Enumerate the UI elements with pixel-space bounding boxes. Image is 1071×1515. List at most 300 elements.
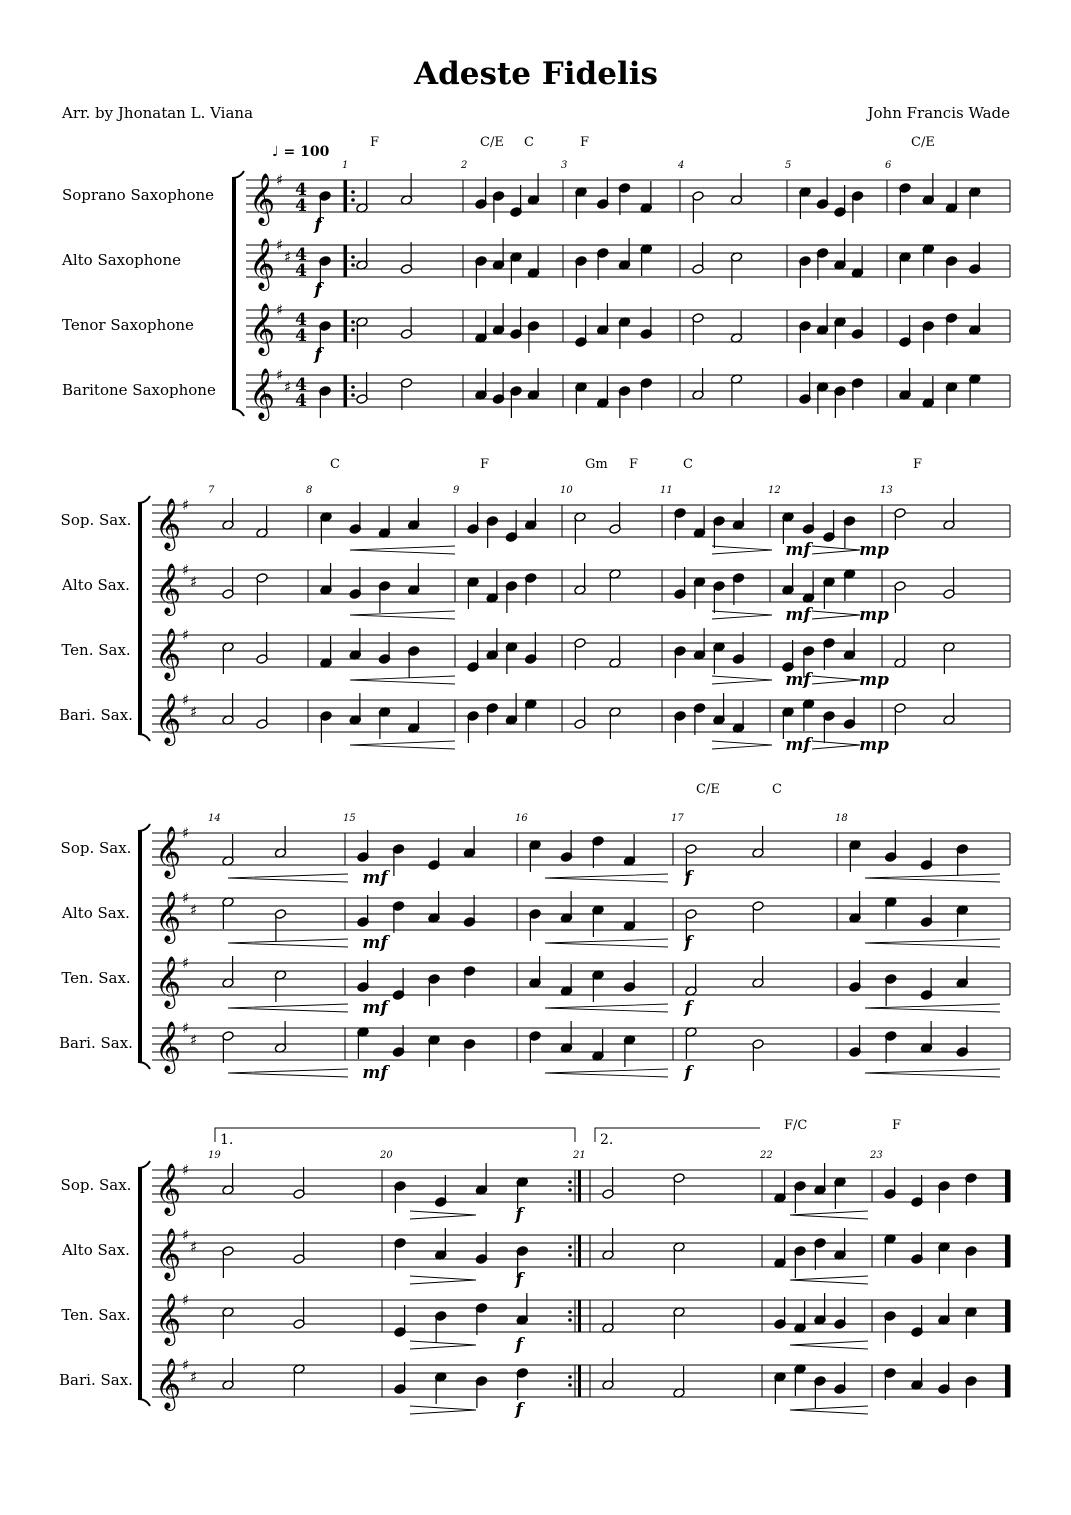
note <box>774 1297 786 1329</box>
crescendo-hairpin <box>350 611 455 619</box>
note <box>475 1232 487 1264</box>
dynamic-marking: f <box>515 1270 523 1290</box>
note <box>592 1029 604 1061</box>
key-sharp: ♯ <box>182 1226 190 1244</box>
key-sharp: ♯ <box>190 573 198 591</box>
note <box>814 1293 826 1325</box>
note <box>392 844 404 876</box>
measure-number: 23 <box>870 1150 883 1161</box>
key-sharp: ♯ <box>276 301 284 319</box>
chord-symbol: C/E <box>696 782 720 797</box>
note <box>463 1039 475 1071</box>
decrescendo-hairpin <box>410 1341 476 1349</box>
decrescendo-hairpin <box>410 1211 476 1219</box>
crescendo-hairpin <box>545 1004 668 1012</box>
chord-symbol: C <box>683 457 693 472</box>
note <box>693 628 705 660</box>
dynamic-marking: f <box>515 1400 523 1420</box>
note <box>623 960 635 992</box>
note <box>674 711 686 743</box>
measure-number: 12 <box>768 485 781 496</box>
chord-symbol: C/E <box>480 135 504 150</box>
note <box>752 826 764 858</box>
note <box>602 1301 614 1333</box>
note <box>356 238 368 270</box>
note <box>618 317 630 349</box>
note <box>834 185 846 217</box>
key-sharp: ♯ <box>182 1291 190 1309</box>
note <box>849 840 861 872</box>
crescendo-hairpin <box>545 939 668 947</box>
note <box>969 374 981 406</box>
time-signature-top: 4 <box>295 245 307 265</box>
note <box>816 248 828 280</box>
note <box>823 711 835 743</box>
chord-symbol: Gm <box>585 457 608 472</box>
measure-number: 17 <box>671 813 684 824</box>
note <box>685 1027 697 1059</box>
note <box>774 1171 786 1203</box>
note <box>222 1031 234 1063</box>
volta-number: 1. <box>220 1132 234 1148</box>
staff <box>61 889 1010 944</box>
note <box>911 1175 923 1207</box>
dynamic-marking: mp <box>859 735 889 755</box>
volta-bracket <box>595 1128 760 1142</box>
note <box>692 242 704 274</box>
note <box>592 905 604 937</box>
note <box>602 1358 614 1390</box>
note <box>884 1167 896 1199</box>
note <box>693 577 705 609</box>
note <box>794 1246 806 1278</box>
note <box>799 187 811 219</box>
note <box>732 701 744 733</box>
note <box>969 187 981 219</box>
note <box>592 970 604 1002</box>
instrument-label: Bari. Sax. <box>59 1034 133 1052</box>
instrument-label: Sop. Sax. <box>60 839 132 857</box>
repeat-dot <box>568 1375 572 1379</box>
note <box>911 1305 923 1337</box>
note <box>378 707 390 739</box>
dynamic-marking: mf <box>785 605 811 625</box>
note <box>752 956 764 988</box>
note <box>222 897 234 929</box>
note <box>816 382 828 414</box>
treble-clef: 𝄞 <box>249 173 276 224</box>
note <box>529 840 541 872</box>
note <box>527 173 539 205</box>
note <box>320 711 332 743</box>
note <box>799 256 811 288</box>
staff <box>61 954 1010 1009</box>
note <box>609 569 621 601</box>
note <box>394 1305 406 1337</box>
note <box>956 1025 968 1057</box>
repeat-bar <box>344 310 347 342</box>
note <box>435 1311 447 1343</box>
note <box>834 1362 846 1394</box>
note <box>222 956 234 988</box>
note <box>475 256 487 288</box>
note <box>843 628 855 660</box>
repeat-dot <box>351 385 355 389</box>
note <box>560 1021 572 1053</box>
crescendo-hairpin <box>350 741 455 749</box>
note <box>884 1234 896 1266</box>
key-sharp: ♯ <box>190 1031 198 1049</box>
crescendo-hairpin <box>790 1341 868 1349</box>
final-bar <box>1005 1235 1010 1267</box>
note <box>899 368 911 400</box>
chord-symbol: F <box>370 135 380 150</box>
score-title: Adeste Fidelis <box>414 56 658 92</box>
measure-number: 15 <box>343 813 356 824</box>
repeat-dot <box>351 190 355 194</box>
measure-number: 10 <box>560 485 573 496</box>
note <box>492 191 504 223</box>
note <box>378 506 390 538</box>
note <box>965 1173 977 1205</box>
dynamic-marking: f <box>515 1205 523 1225</box>
note <box>885 830 897 862</box>
staff <box>59 1356 1010 1411</box>
note <box>618 386 630 418</box>
note <box>920 838 932 870</box>
note <box>713 642 725 674</box>
note <box>802 571 814 603</box>
measure-number: 19 <box>208 1150 221 1161</box>
treble-clef: 𝄞 <box>155 1163 182 1214</box>
note <box>834 386 846 418</box>
note <box>602 1228 614 1260</box>
note <box>685 964 697 996</box>
note <box>922 173 934 205</box>
note <box>492 372 504 404</box>
note <box>274 1021 286 1053</box>
note <box>799 372 811 404</box>
dynamic-marking: mf <box>362 868 388 888</box>
note <box>692 368 704 400</box>
note <box>320 563 332 595</box>
measure-number: 2 <box>461 160 468 171</box>
dynamic-marking: f <box>684 933 692 953</box>
note <box>843 569 855 601</box>
composer-credit: John Francis Wade <box>867 104 1010 122</box>
note <box>222 834 234 866</box>
key-sharp: ♯ <box>284 248 292 266</box>
time-signature-top: 4 <box>295 180 307 200</box>
dynamic-marking: f <box>314 215 322 235</box>
crescendo-hairpin <box>865 874 1000 882</box>
note <box>575 256 587 288</box>
note <box>849 1025 861 1057</box>
repeat-end-bar <box>578 1170 581 1202</box>
treble-clef: 𝄞 <box>155 826 182 877</box>
dynamic-marking: mf <box>785 670 811 690</box>
note <box>640 244 652 276</box>
note <box>274 909 286 941</box>
note <box>943 498 955 530</box>
time-signature-top: 4 <box>295 310 307 330</box>
note <box>943 693 955 725</box>
treble-clef: 𝄞 <box>155 693 182 744</box>
decrescendo-hairpin <box>410 1276 476 1284</box>
dynamic-marking: mf <box>362 933 388 953</box>
note <box>730 311 742 343</box>
note <box>640 181 652 213</box>
note <box>938 1293 950 1325</box>
note <box>356 372 368 404</box>
system-1 <box>61 135 1010 421</box>
note <box>730 374 742 406</box>
note <box>475 1303 487 1335</box>
note <box>349 567 361 599</box>
treble-clef: 𝄞 <box>249 303 276 354</box>
note <box>674 508 686 540</box>
note <box>293 1364 305 1396</box>
note <box>349 693 361 725</box>
note <box>575 382 587 414</box>
note <box>349 628 361 660</box>
decrescendo-hairpin <box>812 546 860 554</box>
note <box>597 376 609 408</box>
treble-clef: 𝄞 <box>155 1228 182 1279</box>
note <box>884 1368 896 1400</box>
crescendo-hairpin <box>790 1406 868 1414</box>
note <box>899 315 911 347</box>
chord-symbol: F <box>580 135 590 150</box>
note <box>674 646 686 678</box>
note <box>320 512 332 544</box>
key-sharp: ♯ <box>182 561 190 579</box>
note <box>222 1246 234 1278</box>
note <box>527 321 539 353</box>
repeat-dot <box>568 1188 572 1192</box>
key-sharp: ♯ <box>182 889 190 907</box>
note <box>256 506 268 538</box>
repeat-end-bar <box>578 1365 581 1397</box>
crescendo-hairpin <box>865 1004 1000 1012</box>
note <box>693 506 705 538</box>
instrument-label: Ten. Sax. <box>61 1306 131 1324</box>
note <box>794 1364 806 1396</box>
note <box>774 1372 786 1404</box>
note <box>713 581 725 613</box>
note <box>834 1228 846 1260</box>
key-sharp: ♯ <box>182 691 190 709</box>
repeat-dot <box>351 393 355 397</box>
note <box>435 1228 447 1260</box>
note <box>943 642 955 674</box>
note <box>222 693 234 725</box>
note <box>802 502 814 534</box>
dynamic-marking: mf <box>362 1063 388 1083</box>
note <box>732 573 744 605</box>
instrument-label: Soprano Saxophone <box>62 186 215 204</box>
crescendo-hairpin <box>228 1069 348 1077</box>
note <box>435 1372 447 1404</box>
note <box>574 697 586 729</box>
note <box>408 563 420 595</box>
note <box>938 1181 950 1213</box>
key-sharp: ♯ <box>276 366 284 384</box>
dynamic-marking: mp <box>859 670 889 690</box>
note <box>274 970 286 1002</box>
note <box>467 711 479 743</box>
note <box>673 1242 685 1274</box>
repeat-end-bar <box>578 1300 581 1332</box>
treble-clef: 𝄞 <box>249 368 276 419</box>
note <box>782 640 794 672</box>
measure-number: 16 <box>515 813 528 824</box>
final-bar <box>1005 1365 1010 1397</box>
instrument-label: Bari. Sax. <box>59 706 133 724</box>
key-sharp: ♯ <box>182 1019 190 1037</box>
final-bar <box>1005 1170 1010 1202</box>
key-sharp: ♯ <box>182 1161 190 1179</box>
note <box>394 1362 406 1394</box>
treble-clef: 𝄞 <box>155 891 182 942</box>
key-sharp: ♯ <box>284 378 292 396</box>
note <box>965 1246 977 1278</box>
note <box>894 581 906 613</box>
note <box>673 1173 685 1205</box>
note <box>938 1362 950 1394</box>
key-sharp: ♯ <box>182 626 190 644</box>
key-sharp: ♯ <box>190 703 198 721</box>
note <box>274 826 286 858</box>
note <box>378 581 390 613</box>
note <box>486 571 498 603</box>
note <box>408 701 420 733</box>
note <box>885 1031 897 1063</box>
note <box>851 191 863 223</box>
note <box>609 636 621 668</box>
note <box>911 1358 923 1390</box>
note <box>899 183 911 215</box>
instrument-label: Alto Saxophone <box>62 251 181 269</box>
measure-number: 22 <box>760 1150 773 1161</box>
system-2 <box>59 457 1010 755</box>
note <box>575 187 587 219</box>
note <box>945 382 957 414</box>
note <box>834 1177 846 1209</box>
note <box>400 242 412 274</box>
note <box>834 317 846 349</box>
dynamic-marking: mf <box>362 998 388 1018</box>
bracket-bottom <box>138 1399 150 1406</box>
note <box>356 317 368 349</box>
note <box>492 303 504 335</box>
system-bracket <box>232 178 236 409</box>
system-bracket <box>138 831 142 1062</box>
note <box>592 836 604 868</box>
note <box>922 244 934 276</box>
note <box>920 968 932 1000</box>
repeat-dot <box>351 263 355 267</box>
note <box>920 895 932 927</box>
note <box>943 567 955 599</box>
note <box>319 386 331 418</box>
decrescendo-hairpin <box>712 676 772 684</box>
note <box>428 891 440 923</box>
key-sharp: ♯ <box>276 171 284 189</box>
note <box>293 1232 305 1264</box>
note <box>510 252 522 284</box>
note <box>851 246 863 278</box>
note <box>256 632 268 664</box>
note <box>463 826 475 858</box>
note <box>673 1366 685 1398</box>
note <box>843 697 855 729</box>
decrescendo-hairpin <box>812 611 860 619</box>
note <box>529 909 541 941</box>
note <box>920 1021 932 1053</box>
note <box>945 181 957 213</box>
note <box>394 1238 406 1270</box>
system-3 <box>59 782 1010 1083</box>
note <box>475 177 487 209</box>
note <box>357 895 369 927</box>
measure-number: 6 <box>885 160 892 171</box>
note <box>560 964 572 996</box>
chord-symbol: F <box>892 1118 902 1133</box>
dynamic-marking: mf <box>785 735 811 755</box>
note <box>956 844 968 876</box>
note <box>525 699 537 731</box>
note <box>609 707 621 739</box>
note <box>969 242 981 274</box>
crescendo-hairpin <box>228 1004 348 1012</box>
key-sharp: ♯ <box>182 1356 190 1374</box>
note <box>505 510 517 542</box>
note <box>618 238 630 270</box>
note <box>505 693 517 725</box>
note <box>428 838 440 870</box>
staff <box>61 1291 1010 1346</box>
note <box>730 252 742 284</box>
repeat-bar <box>344 375 347 407</box>
repeat-end-bar <box>578 1235 581 1267</box>
repeat-dot <box>568 1383 572 1387</box>
crescendo-hairpin <box>545 1069 668 1077</box>
note <box>394 1181 406 1213</box>
bracket-bottom <box>138 1062 150 1069</box>
tempo-marking: ♩ = 100 <box>272 144 330 160</box>
note <box>752 901 764 933</box>
note <box>510 386 522 418</box>
staff <box>62 171 1010 226</box>
note <box>713 516 725 548</box>
chord-symbol: C <box>330 457 340 472</box>
note <box>392 1025 404 1057</box>
key-sharp: ♯ <box>182 954 190 972</box>
note <box>674 567 686 599</box>
note <box>713 693 725 725</box>
note <box>851 307 863 339</box>
note <box>834 238 846 270</box>
system-4 <box>59 1118 1010 1420</box>
note <box>732 632 744 664</box>
note <box>618 183 630 215</box>
staff <box>62 366 1010 421</box>
staff <box>61 824 1010 879</box>
chord-symbol: C <box>524 135 534 150</box>
bracket-top <box>232 171 244 178</box>
note <box>392 968 404 1000</box>
